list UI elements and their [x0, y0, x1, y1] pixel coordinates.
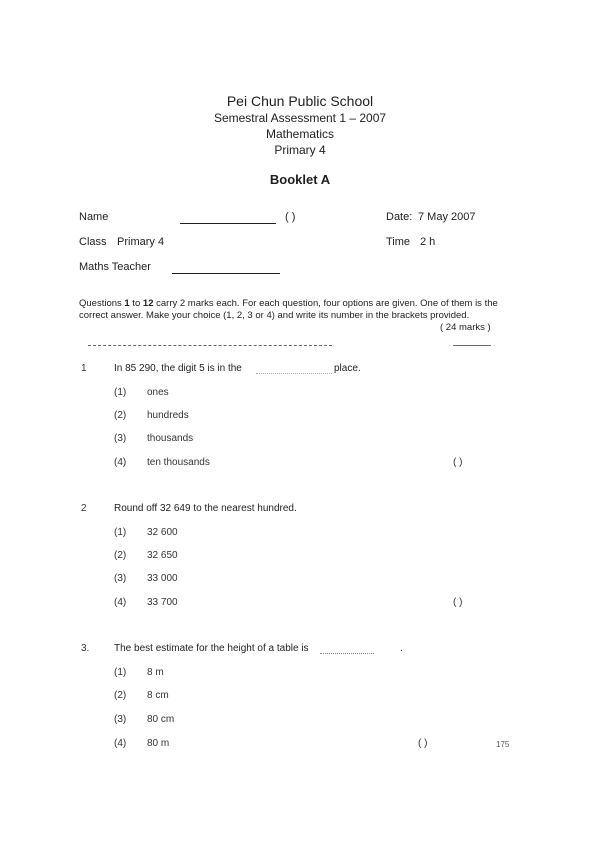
date-label: Date:	[386, 211, 413, 223]
name-label: Name	[79, 211, 109, 223]
answer-blank	[320, 653, 374, 654]
class-value: Primary 4	[117, 236, 165, 248]
option-number: (3)	[114, 433, 127, 444]
question-number: 1	[81, 363, 87, 374]
option-number: (1)	[114, 667, 127, 678]
separator-line	[88, 345, 332, 346]
option-text[interactable]: 80 m	[147, 738, 170, 749]
answer-bracket[interactable]: ( )	[453, 457, 463, 468]
date-value: 7 May 2007	[418, 211, 476, 223]
booklet-title: Booklet A	[269, 172, 331, 187]
question-number: 3.	[81, 643, 90, 654]
option-number: (3)	[114, 714, 127, 725]
option-text[interactable]: 33 000	[147, 573, 178, 584]
option-text[interactable]: ten thousands	[147, 457, 210, 468]
option-number: (1)	[114, 527, 127, 538]
option-number: (4)	[114, 738, 127, 749]
option-number: (4)	[114, 597, 127, 608]
option-text[interactable]: thousands	[147, 433, 194, 444]
option-text[interactable]: 80 cm	[147, 714, 175, 725]
option-text[interactable]: 8 cm	[147, 690, 169, 701]
option-text[interactable]: 32 600	[147, 527, 178, 538]
marks-total: ( 24 marks )	[440, 322, 491, 333]
separator-line-right	[453, 345, 491, 346]
teacher-blank[interactable]	[172, 273, 280, 274]
question-text: The best estimate for the height of a table is	[114, 643, 309, 654]
teacher-label: Maths Teacher	[79, 261, 151, 273]
question-text: Round off 32 649 to the nearest hundred.	[114, 503, 297, 514]
option-text[interactable]: ones	[147, 387, 169, 398]
option-number: (3)	[114, 573, 127, 584]
subject-title: Mathematics	[265, 127, 335, 141]
answer-bracket[interactable]: ( )	[418, 738, 428, 749]
option-number: (2)	[114, 550, 127, 561]
option-number: (2)	[114, 690, 127, 701]
option-number: (2)	[114, 410, 127, 421]
name-blank[interactable]	[180, 223, 276, 224]
level-title: Primary 4	[274, 143, 326, 157]
option-text[interactable]: 32 650	[147, 550, 178, 561]
option-text[interactable]: 33 700	[147, 597, 178, 608]
question-number: 2	[81, 503, 87, 514]
answer-bracket[interactable]: ( )	[453, 597, 463, 608]
time-label: Time	[386, 236, 411, 248]
option-number: (1)	[114, 387, 127, 398]
instructions: Questions 1 to 12 carry 2 marks each. For each question, four options are given. One of them is the correct answer. Make your choice (1, 2, 3 or 4) and write its number in the brackets provided.	[79, 298, 498, 321]
question-text-end: place.	[334, 363, 361, 374]
question-text: In 85 290, the digit 5 is in the	[114, 363, 242, 374]
assessment-title: Semestral Assessment 1 – 2007	[213, 111, 387, 125]
time-value: 2 h	[420, 236, 436, 248]
question-text-end: .	[400, 643, 403, 654]
option-number: (4)	[114, 457, 127, 468]
school-name: Pei Chun Public School	[226, 93, 374, 109]
page-number: 175	[496, 740, 510, 749]
option-text[interactable]: 8 m	[147, 667, 164, 678]
option-text[interactable]: hundreds	[147, 410, 189, 421]
answer-blank	[256, 373, 332, 374]
register-number-bracket: ( )	[285, 211, 296, 223]
class-label: Class	[79, 236, 107, 248]
